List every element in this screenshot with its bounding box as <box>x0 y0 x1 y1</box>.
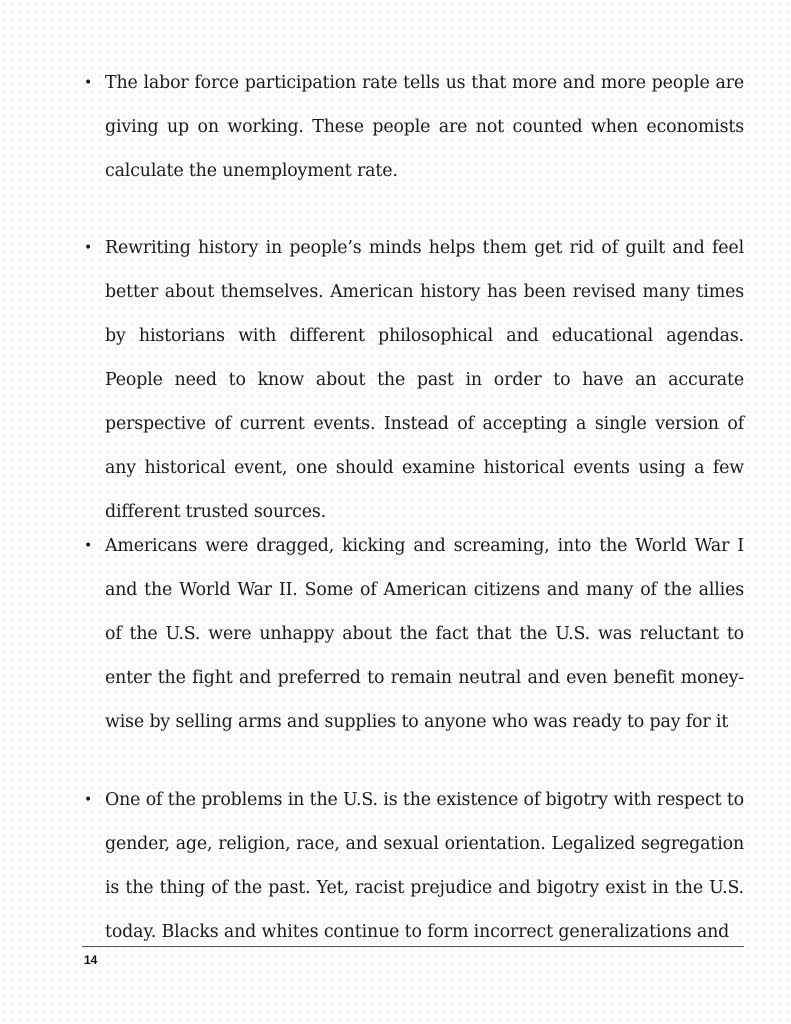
page-number: 14 <box>84 953 98 967</box>
bullet-text: Rewriting history in people’s minds helps them get rid of guilt and feel better about themselves. American history has been revised many times by historians with different philosophical and educational agendas. People need to know about the past in order to have an accurate perspective of current events. Instead of accepting a single version of any historical event, one should examine historical events using a few different trusted sources. <box>105 238 744 522</box>
bullet-text: One of the problems in the U.S. is the existence of bigotry with respect to gender, age, religion, race, and sexual orientation. Legalized segregation is the thing of the past. Yet, racist prejudice and bigotry exist in the U.S. today. Blacks and whites continue to form incorrect generalizations and <box>105 790 744 942</box>
bullet-icon: • <box>84 792 93 808</box>
footer-divider <box>82 946 744 947</box>
bullet-icon: • <box>84 240 93 256</box>
bullet-icon: • <box>84 538 93 554</box>
bullet-text: The labor force participation rate tells us that more and more people are giving up on working. These people are not counted when economists calculate the unemployment rate. <box>105 73 744 181</box>
bullet-item-rewriting-history <box>84 226 744 534</box>
bullet-item-world-wars <box>84 524 744 744</box>
bullet-text: Americans were dragged, kicking and screaming, into the World War I and the World War II. Some of American citizens and many of the allies of the U.S. were unhappy about the fact that the U.S. was reluctant to enter the fight and preferred to remain neutral and even benefit money-wise by selling arms and supplies to anyone who was ready to pay for it <box>105 536 744 732</box>
bullet-icon: • <box>84 75 93 91</box>
bullet-item-labor-force <box>84 61 744 193</box>
bullet-item-bigotry <box>84 778 744 954</box>
